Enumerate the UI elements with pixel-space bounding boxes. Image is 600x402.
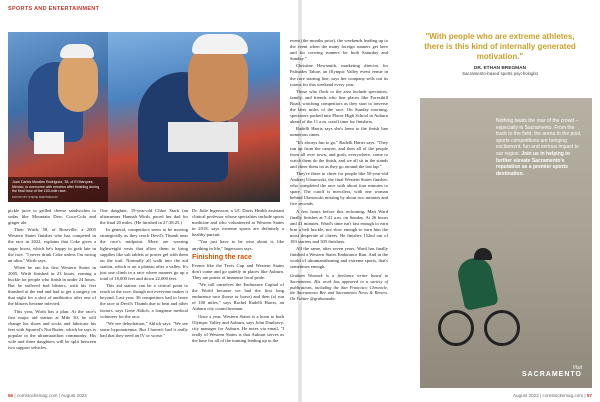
paragraph: This year, Wirth has a plan. At the race's first major aid station at Mile 30, he will change his shoes and socks and lubricate his feet with Squirrel's Nut Butter, which he says is popular in the ultramarathon community. His wife and three daughters will be split between two support vehicles. — [8, 308, 96, 351]
section-label: SPORTS AND ENTERTAINMENT — [8, 6, 100, 12]
page-number: 57 — [586, 393, 592, 398]
paragraph: They're there to cheer for people like 50-year-old Andrzej Ulanowski, the final Western States finisher, who completed the race with about four minutes to spare. The cutoff is merciless, with one woman behind Ulanowski missing by about two minutes and five seconds. — [290, 170, 388, 207]
paragraph: In general, competitors seem to be moving strategically as they reach Devil's Thumb near the race's midpoint. More are wearing lightweight vests that allow them to bring supplies like salt tablets or power gel with them on the trail. Normally all walk into the aid station, which is on a plateau after a valley. It's just one climb in a race where runners go up a total of 18,000 feet and down 22,000 feet. — [100, 227, 188, 282]
paragraph: Once a year, Western States is a boon to both Olympic Valley and Auburn, says John Dunleavy, city manager for Auburn. He notes via email, "I really of Western States is that Auburn serves as the base for all of the training leading up to the — [192, 313, 284, 343]
inset-photo — [8, 32, 108, 202]
paragraph: "We see dehydration," Ablich says. "We see some hyponatremia. But I haven't had it really bad that they need an IV or worse." — [100, 320, 188, 338]
logo-small-text: Visit — [572, 365, 582, 371]
site-link[interactable]: comstocksmag.com — [542, 393, 584, 398]
footer-right: August 2022 | comstocksmag.com | 57 — [512, 393, 592, 398]
paragraph: Christine Hewsmith, marketing director for Palisades Tahoe, an Olympic Valley event venue in the race starting line, says her company sells out its rooms for this weekend every year. — [290, 63, 388, 87]
page-number: 56 — [8, 393, 14, 398]
paragraph: "We call ourselves the Endurance Capital of the World because we had the first long endurance race (horse or horse) and then (a) run of 100 miles," says Rachel Radelli Harris, an Auburn city councilwoman. — [192, 282, 284, 312]
article-column-3 — [192, 208, 284, 345]
issue-date: August 2022 — [512, 393, 539, 398]
paragraph: All the same, after seven years, Ward has finally finished a Western States Endurance Run. And in the world of ultramarathoning and extreme sports, that's sometimes enough. — [290, 246, 388, 270]
quote-role: Sacramento-based sports psychologist — [462, 71, 538, 76]
paragraph: A few hours before this reckoning, Matt Ward finally finishes at 7:41 a.m. on Sunday. At 26 hours and 41 minutes, Ward's time isn't fast enough to earn him a belt buckle, not slow enough to earn him the most desperate of cheers. He finishes 152nd out of 183 starters and 305 finishers. — [290, 208, 388, 244]
paragraph: Radelli Harris says she's been to the finish line numerous times. — [290, 126, 388, 138]
paragraph: When he ran his first Western States in 2005, Wirth finished in 23 hours, earning a buckle for people who finish in under 24 hours. But he suffered bad blisters, with his feet thrashed at the end and had to get a surgery on that night for a shot of antibiotics after one of the blisters became infected. — [8, 264, 96, 307]
issue-date: August 2022 — [60, 393, 87, 398]
paragraph: Those who flock to the area include spectators, family, and friends who line places like Foresthill Road, watching competitors as they start to traverse the later miles of the race. On Sunday morning, spectators packed into Placer High School in Auburn ahead of the 11 a.m. cutoff time for finishers. — [290, 88, 388, 125]
photo-caption: Juan Carlos Morales Rodriguez, 36, of El Marques, Mexico, is overcome with emotion after finishing during the final hour of the 100-mile race. — [12, 180, 100, 194]
paragraph: pickle juice to grilled cheese sandwiches to sodas like Mountain Dew, Coca-Cola and ginger ale. — [8, 208, 96, 226]
cyclist-image — [430, 248, 520, 358]
paragraph: "You just have to be wise about it, like anything in life," Ingersoon says. — [192, 239, 284, 251]
paragraph: "It's always fun to go," Radelli Harris says. "They run up from the canyon, and then all of the people from all over town, and gosh, everywhere, come to watch them do the finish, and we all sit in the stands and cheer them on as they go around the last lap." — [290, 139, 388, 169]
main-photo — [108, 32, 280, 202]
article-column-1 — [8, 208, 96, 352]
paragraph: event (the months prior), the weekends leading up to the event when the many foreign runners get here and for crewing runners for both Saturday and Sunday." — [290, 38, 388, 62]
paragraph: Their Wirth, 58, of Roseville, a 2005 Western States finisher who has competed in the race in 2022, explains that Coke gives a sugar boost, which he's happy to grab late in the race. "I never drink Coke unless I'm racing an ultra," Wirth says. — [8, 227, 96, 263]
photo-credit: PHOTO BY STEVE MARTARANO — [12, 195, 58, 199]
logo-big-text: SACRAMENTO — [521, 371, 582, 378]
ad-text-bold: Join us in helping to further elevate Sacramento's reputation as a premier sports destination. — [496, 150, 570, 177]
author-bio: Graham Womack is a freelance writer based in Sacramento. His work has appeared in a variety of publications, including the San Francisco Chronicle, the Sacramento Bee and Sacramento News & Review. On Twitter @grahamadw. — [290, 273, 388, 301]
ad-text — [496, 118, 584, 177]
visit-sacramento-logo — [522, 365, 582, 378]
article-column-4 — [290, 38, 388, 301]
paragraph: One daughter, 19-year-old Chloe Stark (an ultrarunner Hannah Wirth, paced her dad for the final 20 miles. (He finished in 27:38:25.) — [100, 208, 188, 226]
article-column-2 — [100, 208, 188, 340]
ad-text-plain: Nothing beats the roar of the crowd – especially in Sacramento. From the track to the field, the arena to the pool, sports competitions are bringing excitement, fun and serious impact to our region. — [496, 118, 582, 157]
quote-name: DR. ETHAN BREGMAN — [473, 66, 527, 71]
site-link[interactable]: comstocksmag.com — [16, 393, 58, 398]
left-page — [0, 0, 298, 402]
subhead: Finishing the race — [192, 253, 252, 261]
paragraph: Dr. Julie Ingersoon, a UC Davis Health assistant clinical professor whose specialties include sports medicine and who volunteered at Western States in 2018, says extreme sports are definitely a healthy pursuit. — [192, 208, 284, 238]
paragraph: This aid station can be a critical point to reach in the race, though not everyone makes it beyond. Last year, 36 competitors had to leave the race at Devil's Thumb due to heat and other factors, says Gene Ablich, a longtime medical volunteer for the race. — [100, 283, 188, 319]
paragraph: Events like the Tevis Cup and Western States don't come and go quietly in places like Auburn. They are points of immense local pride. — [192, 262, 284, 280]
footer-left: 56 | comstocksmag.com | August 2022 — [8, 393, 87, 398]
advertisement[interactable] — [420, 98, 592, 388]
quote-text: "With people who are extreme athletes, there is this kind of internally generated motivation." — [424, 32, 576, 61]
pull-quote — [420, 32, 580, 76]
